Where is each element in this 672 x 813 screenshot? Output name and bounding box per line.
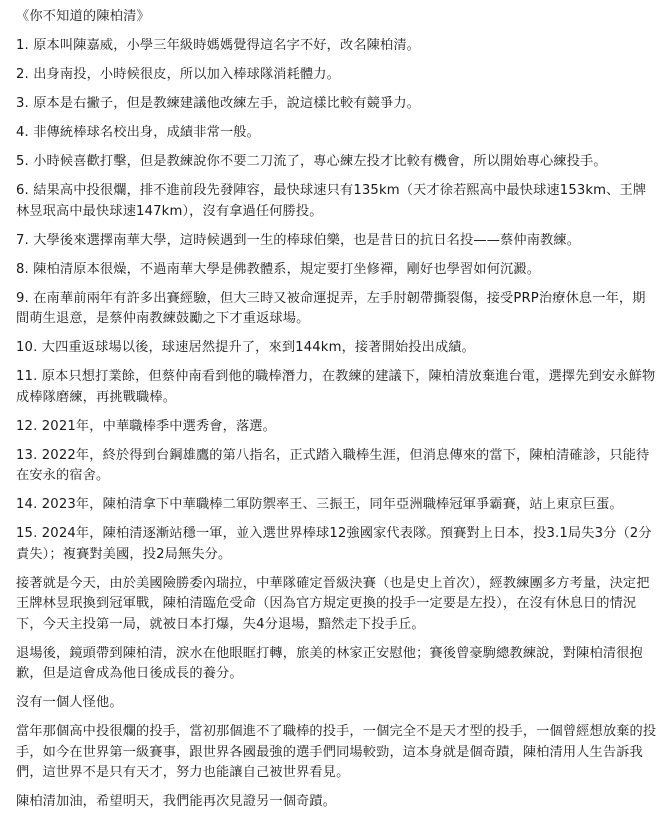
- paragraph-closing: 陳柏清加油，希望明天，我們能再次見證另一個奇蹟。: [16, 794, 337, 809]
- paragraph-4: 4. 非傳統棒球名校出身，成績非常一般。: [16, 125, 260, 140]
- post-title: 《你不知道的陳柏清》: [16, 9, 150, 24]
- paragraph-12: 12. 2021年，中華職棒季中選秀會，落選。: [16, 418, 276, 434]
- paragraph-after-exit: 退場後，鏡頭帶到陳柏清，淚水在他眼眶打轉，旅美的林家正安慰他；賽後曾豪駒總教練說，對陳柏清很抱歉，但是這會成為他日後成長的養分。: [16, 645, 643, 681]
- paragraph-11: 11. 原本只想打業餘，但蔡仲南看到他的職棒潛力，在教練的建議下，陳柏清放棄進台電，選擇先到安永鮮物成棒隊磨練，再挑戰職棒。: [16, 369, 656, 405]
- paragraph-2: 2. 出身南投，小時候很皮，所以加入棒球隊消耗體力。: [16, 67, 340, 82]
- paragraph-8: 8. 陳柏清原本很燥，不過南華大學是佛教體系，規定要打坐修禪，剛好也學習如何沉澱。: [16, 261, 541, 277]
- paragraph-9: 9. 在南華前兩年有許多出賽經驗，但大三時又被命運捉弄，左手肘韌帶撕裂傷，接受PRP治療休息一年，期間萌生退意，是蔡仲南教練鼓勵之下才重返球場。: [16, 290, 646, 326]
- paragraph-7: 7. 大學後來選擇南華大學，這時候遇到一生的棒球伯樂，也是昔日的抗日名投——蔡仲南教練。: [16, 232, 581, 248]
- paragraph-1: 1. 原本叫陳嘉威，小學三年級時媽媽覺得這名字不好，改名陳柏清。: [16, 38, 421, 53]
- paragraph-14: 14. 2023年，陳柏清拿下中華職棒二軍防禦率王、三振王，同年亞洲職棒冠軍爭霸賽，站上東京巨蛋。: [16, 497, 623, 512]
- paragraph-today: 接著就是今天，由於美國險勝委內瑞拉，中華隊確定晉級決賽（也是史上首次），經教練團多方考量，決定把王牌林昱珉換到冠軍戰，陳柏清臨危受命（因為官方規定更換的投手一定要是左投），在沒有休息日的情況下，今天主投第一局，就被日本打爆，失4分退場，黯然走下投手丘。: [16, 575, 650, 632]
- paragraph-5: 5. 小時候喜歡打擊，但是教練說你不要二刀流了，專心練左投才比較有機會，所以開始專心練投手。: [16, 154, 607, 169]
- paragraph-10: 10. 大四重返球場以後，球速居然提升了，來到144km，接著開始投出成績。: [16, 340, 475, 355]
- paragraph-no-blame: 沒有一個人怪他。: [16, 695, 123, 710]
- paragraph-6: 6. 結果高中投很爛，排不進前段先發陣容，最快球速只有135km（天才徐若熙高中最快球速153km、王牌林昱珉高中最快球速147km），沒有拿過任何勝投。: [16, 183, 647, 219]
- paragraph-reflection: 當年那個高中投很爛的投手，當初那個進不了職棒的投手，一個完全不是天才型的投手，一個曾經想放棄的投手，如今在世界第一級賽事，跟世界各國最強的選手們同場較勁，這本身就是個奇蹟，陳柏清用人生告訴我們，這世界不是只有天才，努力也能讓自己被世界看見。: [16, 724, 657, 780]
- paragraph-15: 15. 2024年，陳柏清逐漸站穩一軍，並入選世界棒球12強國家代表隊。預賽對上日本，投3.1局失3分（2分責失）；複賽對美國，投2局無失分。: [16, 526, 652, 562]
- paragraph-13: 13. 2022年，終於得到台鋼雄鷹的第八指名，正式踏入職棒生涯，但消息傳來的當下，陳柏清確診，只能待在安永的宿舍。: [16, 447, 650, 483]
- paragraph-3: 3. 原本是右撇子，但是教練建議他改練左手，說這樣比較有競爭力。: [16, 96, 421, 111]
